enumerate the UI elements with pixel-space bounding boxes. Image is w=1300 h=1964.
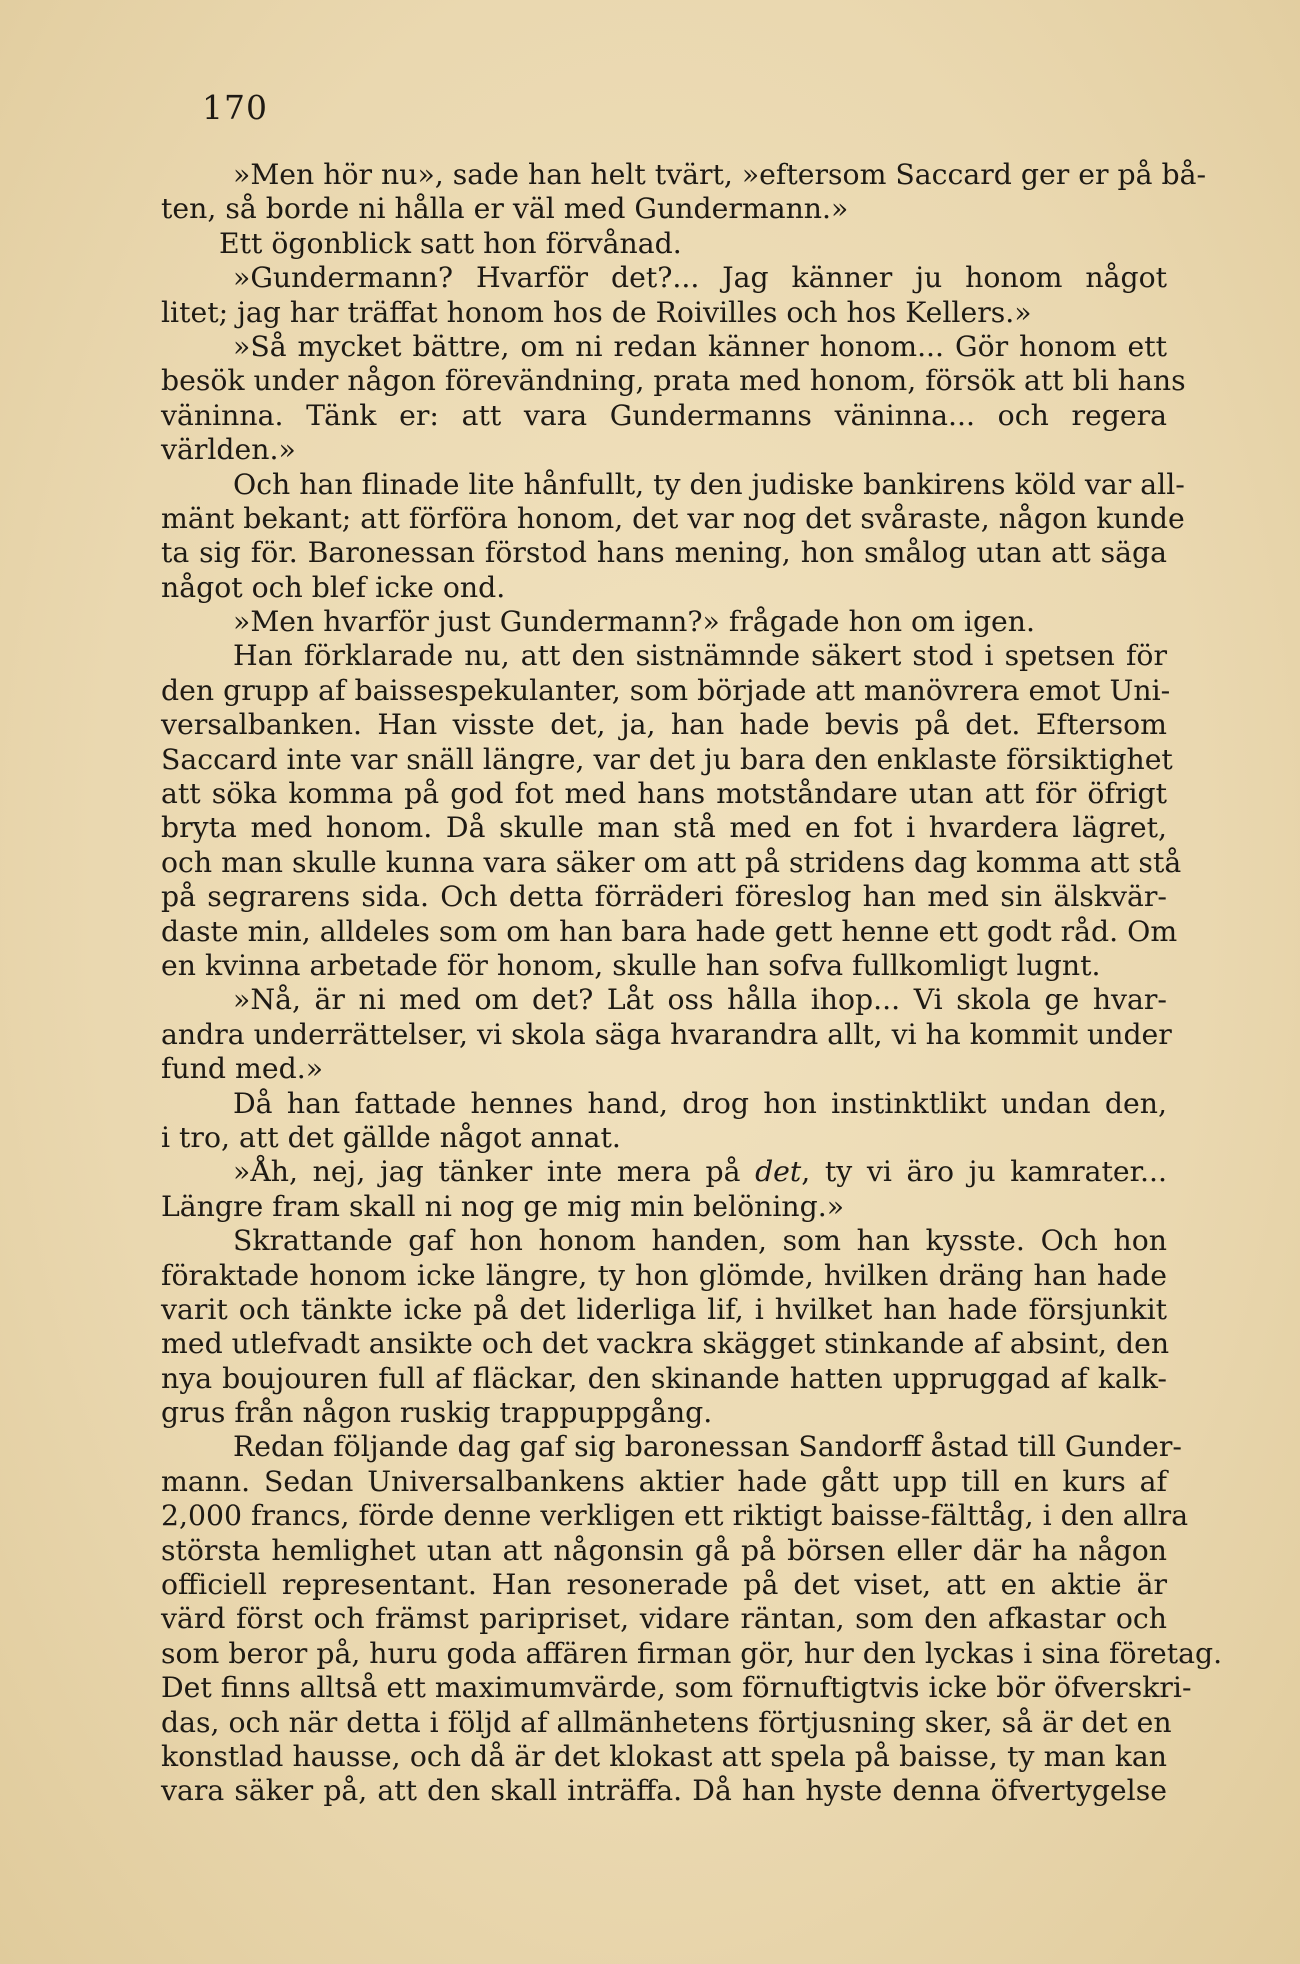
text-line: som beror på, huru goda affären firman gör, hur den lyckas i sina företag.	[161, 1636, 1223, 1670]
text-line: Ett ögonblick satt hon förvånad.	[219, 226, 682, 260]
text-line: mann. Sedan Universalbankens aktier hade gått upp till en kurs af	[161, 1464, 1167, 1498]
emphasized-word: det	[755, 1155, 802, 1189]
text-line: i tro, att det gällde något annat.	[161, 1120, 621, 1154]
text-line: med utlefvadt ansikte och det vackra skägget stinkande af absint, den	[161, 1327, 1170, 1361]
text-line: besök under någon förevändning, prata med honom, försök att bli hans	[161, 364, 1186, 398]
text-line: »Så mycket bättre, om ni redan känner honom... Gör honom ett	[233, 329, 1167, 363]
body-text	[161, 158, 1223, 1809]
text-line: Och han flinade lite hånfullt, ty den judiske bankirens köld var all-	[233, 467, 1185, 501]
text-line: Det finns alltså ett maximumvärde, som förnuftigtvis icke bör öfverskri-	[161, 1671, 1192, 1705]
text-line: mänt bekant; att förföra honom, det var nog det svåraste, någon kunde	[161, 501, 1185, 535]
text-line: ten, så borde ni hålla er väl med Gundermann.»	[161, 192, 849, 226]
text-line: något och blef icke ond.	[161, 570, 506, 604]
text-line: »Men hör nu», sade han helt tvärt, »eftersom Saccard ger er på bå-	[233, 158, 1207, 191]
text-line: Skrattande gaf hon honom handen, som han kysste. Och hon	[233, 1224, 1167, 1258]
text-line: en kvinna arbetade för honom, skulle han sofva fullkomligt lugnt.	[161, 948, 1101, 982]
text-line: Redan följande dag gaf sig baronessan Sandorff åstad till Gunder-	[233, 1430, 1182, 1464]
text-line: största hemlighet utan att någonsin gå på börsen eller där ha någon	[161, 1533, 1167, 1567]
text-line: »Gundermann? Hvarför det?... Jag känner ju honom något	[233, 261, 1167, 295]
text-line: på segrarens sida. Och detta förräderi föreslog han med sin älskvär-	[161, 880, 1167, 914]
text-line: grus från någon ruskig trappuppgång.	[161, 1396, 713, 1430]
text-line: litet; jag har träffat honom hos de Roivilles och hos Kellers.»	[161, 295, 1032, 329]
text-line: bryta med honom. Då skulle man stå med en fot i hvardera lägret,	[161, 811, 1167, 845]
text-line: fund med.»	[161, 1052, 324, 1086]
text-line: das, och när detta i följd af allmänhetens förtjusning sker, så är det en	[161, 1705, 1172, 1739]
text-line: nya boujouren full af fläckar, den skinande hatten uppruggad af kalk-	[161, 1361, 1167, 1395]
text-line: väninna. Tänk er: att vara Gundermanns väninna... och regera	[161, 398, 1167, 432]
text-line: att söka komma på god fot med hans motståndare utan att för öfrigt	[161, 777, 1167, 811]
text-line: officiell representant. Han resonerade på det viset, att en aktie är	[161, 1568, 1167, 1602]
text-line: vara säker på, att den skall inträffa. Då han hyste denna öfvertygelse	[161, 1774, 1167, 1808]
text-line: versalbanken. Han visste det, ja, han hade bevis på det. Eftersom	[161, 708, 1167, 742]
text-line: och man skulle kunna vara säker om att på stridens dag komma att stå	[161, 845, 1182, 879]
text-line: Då han fattade hennes hand, drog hon instinktlikt undan den,	[233, 1086, 1167, 1120]
text-line: den grupp af baissespekulanter, som började att manövrera emot Uni-	[161, 673, 1171, 707]
text-line: konstlad hausse, och då är det klokast att spela på baisse, ty man kan	[161, 1739, 1167, 1773]
text-line: föraktade honom icke längre, ty hon glömde, hvilken dräng han hade	[161, 1258, 1167, 1292]
text-line: »Nå, är ni med om det? Låt oss hålla ihop... Vi skola ge hvar-	[233, 983, 1167, 1017]
text-line: ta sig för. Baronessan förstod hans mening, hon smålog utan att säga	[161, 536, 1167, 570]
text-line: Längre fram skall ni nog ge mig min belöning.»	[161, 1189, 845, 1223]
text-line: Saccard inte var snäll längre, var det ju bara den enklaste försiktighet	[161, 742, 1173, 776]
text-line: andra underrättelser, vi skola säga hvarandra allt, vi ha kommit under	[161, 1017, 1172, 1051]
text-line: varit och tänkte icke på det liderliga lif, i hvilket han hade försjunkit	[161, 1292, 1167, 1326]
text-line: världen.»	[161, 433, 296, 467]
text-line: daste min, alldeles som om han bara hade gett henne ett godt råd. Om	[161, 914, 1178, 948]
text-line: värd först och främst paripriset, vidare räntan, som den afkastar och	[161, 1602, 1167, 1636]
text-line: »Men hvarför just Gundermann?» frågade hon om igen.	[233, 605, 1036, 639]
page-number: 170	[202, 88, 268, 127]
text-line: 2,000 francs, förde denne verkligen ett riktigt baisse-fälttåg, i den allra	[161, 1499, 1189, 1533]
text-line: »Åh, nej, jag tänker inte mera på det, ty vi äro ju kamrater...	[233, 1155, 1167, 1189]
text-line: Han förklarade nu, att den sistnämnde säkert stod i spetsen för	[233, 639, 1167, 673]
